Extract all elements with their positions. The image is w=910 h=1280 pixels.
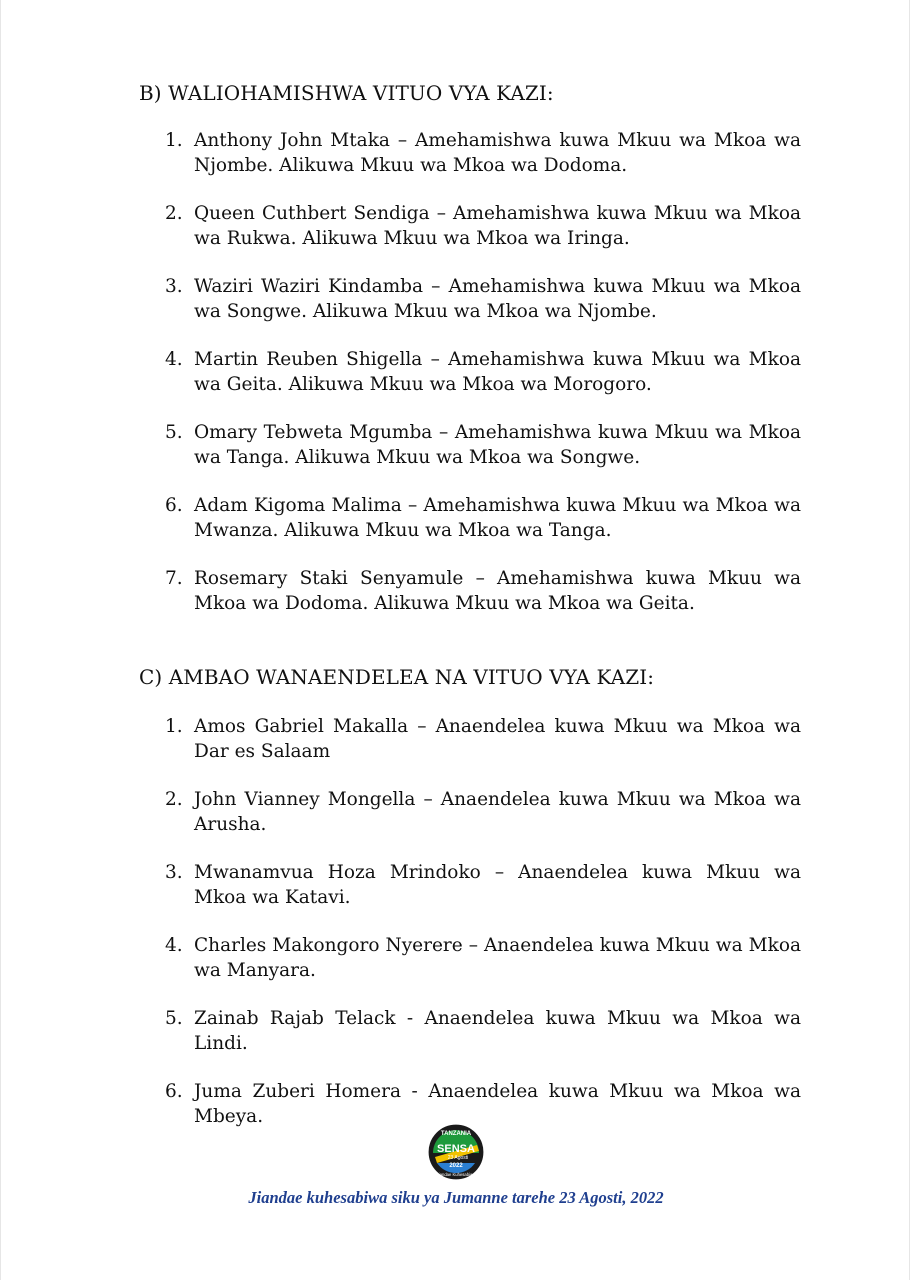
list-item-number: 5. bbox=[165, 422, 183, 443]
list-item bbox=[139, 860, 801, 910]
list-item bbox=[139, 201, 801, 251]
list-item-number: 7. bbox=[165, 568, 183, 589]
list-item bbox=[139, 274, 801, 324]
list-item-text: Juma Zuberi Homera - Anaendelea kuwa Mkuu wa Mkoa wa Mbeya. bbox=[194, 1081, 801, 1127]
list-item bbox=[139, 1006, 801, 1056]
logo-text: SENSA bbox=[437, 1143, 475, 1155]
list-item-number: 4. bbox=[165, 935, 183, 956]
list-item bbox=[139, 128, 801, 178]
section-b-heading: B) WALIOHAMISHWA VITUO VYA KAZI: bbox=[139, 81, 554, 105]
logo-text: 2022 bbox=[449, 1163, 463, 1169]
list-item-text: Omary Tebweta Mgumba – Amehamishwa kuwa Mkuu wa Mkoa wa Tanga. Alikuwa Mkuu wa Mkoa wa Songwe. bbox=[194, 422, 801, 468]
footer-tagline: Jiandae kuhesabiwa siku ya Jumanne tarehe 23 Agosti, 2022 bbox=[248, 1188, 664, 1207]
list-item-text: Queen Cuthbert Sendiga – Amehamishwa kuwa Mkuu wa Mkoa wa Rukwa. Alikuwa Mkuu wa Mkoa wa Iringa. bbox=[194, 203, 801, 249]
list-item-text: Rosemary Staki Senyamule – Amehamishwa kuwa Mkuu wa Mkoa wa Dodoma. Alikuwa Mkuu wa Mkoa wa Geita. bbox=[194, 568, 801, 614]
list-item-text: Amos Gabriel Makalla – Anaendelea kuwa Mkuu wa Mkoa wa Dar es Salaam bbox=[194, 716, 801, 762]
list-item-text: John Vianney Mongella – Anaendelea kuwa Mkuu wa Mkoa wa Arusha. bbox=[194, 789, 801, 835]
list-item-number: 1. bbox=[165, 130, 183, 151]
section-c-list bbox=[139, 714, 801, 1152]
logo-text: TANZANIA bbox=[440, 1131, 472, 1137]
list-item-number: 2. bbox=[165, 789, 183, 810]
list-item-number: 3. bbox=[165, 276, 183, 297]
section-b-list bbox=[139, 128, 801, 639]
list-item-text: Zainab Rajab Telack - Anaendelea kuwa Mkuu wa Mkoa wa Lindi. bbox=[194, 1008, 801, 1054]
list-item-number: 4. bbox=[165, 349, 183, 370]
list-item bbox=[139, 347, 801, 397]
section-c-heading: C) AMBAO WANAENDELEA NA VITUO VYA KAZI: bbox=[139, 665, 655, 689]
list-item-text: Adam Kigoma Malima – Amehamishwa kuwa Mkuu wa Mkoa wa Mwanza. Alikuwa Mkuu wa Mkoa wa Tanga. bbox=[194, 495, 801, 541]
sensa-census-logo-icon bbox=[427, 1123, 485, 1181]
list-item bbox=[139, 933, 801, 983]
list-item bbox=[139, 566, 801, 616]
logo-text: Jiandae Kuhesabiwa bbox=[436, 1172, 476, 1177]
list-item bbox=[139, 420, 801, 470]
list-item-text: Waziri Waziri Kindamba – Amehamishwa kuwa Mkuu wa Mkoa wa Songwe. Alikuwa Mkuu wa Mkoa wa Njombe. bbox=[194, 276, 801, 322]
list-item-text: Anthony John Mtaka – Amehamishwa kuwa Mkuu wa Mkoa wa Njombe. Alikuwa Mkuu wa Mkoa wa Dodoma. bbox=[194, 130, 801, 176]
list-item bbox=[139, 1079, 801, 1129]
list-item bbox=[139, 787, 801, 837]
list-item-number: 2. bbox=[165, 203, 183, 224]
list-item bbox=[139, 714, 801, 764]
list-item-number: 1. bbox=[165, 716, 183, 737]
list-item-number: 3. bbox=[165, 862, 183, 883]
list-item bbox=[139, 493, 801, 543]
list-item-number: 6. bbox=[165, 495, 183, 516]
list-item-text: Martin Reuben Shigella – Amehamishwa kuwa Mkuu wa Mkoa wa Geita. Alikuwa Mkuu wa Mkoa wa Morogoro. bbox=[194, 349, 801, 395]
list-item-text: Mwanamvua Hoza Mrindoko – Anaendelea kuwa Mkuu wa Mkoa wa Katavi. bbox=[194, 862, 801, 908]
list-item-number: 5. bbox=[165, 1008, 183, 1029]
list-item-text: Charles Makongoro Nyerere – Anaendelea kuwa Mkuu wa Mkoa wa Manyara. bbox=[194, 935, 801, 981]
logo-text: 23 Agosti bbox=[447, 1155, 469, 1161]
list-item-number: 6. bbox=[165, 1081, 183, 1102]
